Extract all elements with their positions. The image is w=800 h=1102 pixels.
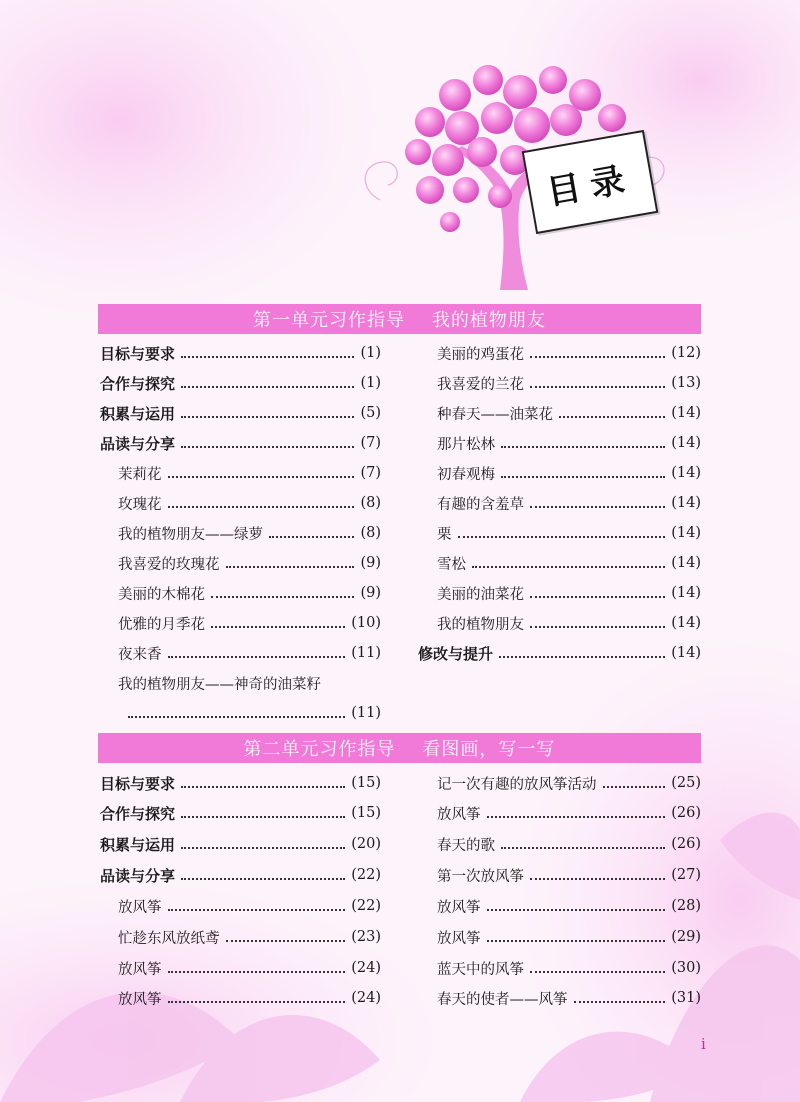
toc-entry[interactable]: 记一次有趣的放风筝活动 (25) (437, 775, 701, 793)
toc-entry[interactable]: 放风筝 (26) (437, 805, 701, 823)
dot-leader (168, 909, 346, 911)
toc-entry[interactable]: 优雅的月季花 (10) (118, 615, 381, 633)
dot-leader (487, 816, 666, 818)
toc-entry[interactable]: 有趣的含羞草 (14) (437, 495, 701, 513)
toc-entry[interactable]: 那片松林 (14) (437, 435, 701, 453)
dot-leader (181, 847, 345, 849)
dot-leader (226, 940, 346, 942)
dot-leader (181, 816, 345, 818)
toc-entry[interactable]: 积累与运用 (5) (100, 404, 381, 423)
toc-entry[interactable]: 雪松 (14) (437, 555, 701, 573)
toc-entry-wrapped[interactable]: 我的植物朋友——神奇的油菜籽 (118, 676, 321, 693)
dot-leader (458, 536, 666, 538)
toc-entry[interactable]: 我喜爱的玫瑰花 (9) (118, 555, 381, 573)
dot-leader (559, 416, 665, 418)
section-1-banner (98, 304, 701, 334)
toc-entry[interactable]: 美丽的鸡蛋花 (12) (437, 345, 701, 363)
dot-leader (211, 626, 345, 628)
toc-entry[interactable]: 玫瑰花 (8) (118, 495, 381, 513)
dot-leader (501, 446, 665, 448)
dot-leader (530, 596, 665, 598)
toc-entry[interactable]: 我的植物朋友——绿萝 (8) (118, 525, 381, 543)
dot-leader (530, 356, 665, 358)
toc-entry[interactable]: 初春观梅 (14) (437, 465, 701, 483)
toc-entry[interactable]: 品读与分享 (7) (100, 434, 381, 453)
dot-leader (181, 878, 345, 880)
section-2-banner (98, 733, 701, 763)
toc-entry[interactable]: 忙趁东风放纸鸢 (23) (118, 929, 381, 947)
toc-entry[interactable]: 栗 (14) (437, 525, 701, 543)
dot-leader (168, 506, 355, 508)
dot-leader (530, 626, 665, 628)
dot-leader (574, 1001, 666, 1003)
toc-entry[interactable]: 蓝天中的风筝 (30) (437, 960, 701, 978)
dot-leader (530, 971, 665, 973)
toc-entry[interactable]: 积累与运用 (20) (100, 835, 381, 854)
toc-entry[interactable]: 修改与提升 (14) (418, 644, 701, 663)
toc-entry-continuation[interactable]: (11) (128, 701, 381, 725)
toc-entry[interactable]: 放风筝 (22) (118, 898, 381, 916)
toc-entry[interactable]: 品读与分享 (22) (100, 866, 381, 885)
dot-leader (501, 847, 665, 849)
dot-leader (181, 416, 354, 418)
page-number: i (701, 1035, 706, 1053)
dot-leader (499, 656, 665, 658)
dot-leader (501, 476, 665, 478)
dot-leader (181, 446, 354, 448)
toc-entry[interactable]: 合作与探究 (1) (100, 374, 381, 393)
dot-leader (181, 386, 354, 388)
toc-entry[interactable]: 放风筝 (28) (437, 898, 701, 916)
toc-entry[interactable]: 夜来香 (11) (118, 645, 381, 663)
dot-leader (181, 786, 345, 788)
dot-leader (168, 1001, 346, 1003)
dot-leader (472, 566, 665, 568)
toc-title: 目录 (543, 158, 638, 213)
dot-leader (168, 476, 355, 478)
dot-leader (226, 566, 355, 568)
dot-leader (168, 656, 346, 658)
toc-entry[interactable]: 放风筝 (29) (437, 929, 701, 947)
dot-leader (530, 878, 665, 880)
toc-entry[interactable]: 第一次放风筝 (27) (437, 867, 701, 885)
dot-leader (168, 971, 346, 973)
toc-entry[interactable]: 春天的歌 (26) (437, 836, 701, 854)
toc-entry[interactable]: 放风筝 (24) (118, 960, 381, 978)
toc-entry[interactable]: 我喜爱的兰花 (13) (437, 375, 701, 393)
toc-entry[interactable]: 春天的使者——风筝 (31) (437, 990, 701, 1008)
dot-leader (181, 356, 354, 358)
toc-entry[interactable]: 我的植物朋友 (14) (437, 615, 701, 633)
toc-entry[interactable]: 茉莉花 (7) (118, 465, 381, 483)
dot-leader (487, 940, 666, 942)
toc-entry[interactable]: 目标与要求 (1) (100, 344, 381, 363)
section-1-banner-text: 第一单元习作指导 我的植物朋友 (253, 310, 546, 331)
toc-entry[interactable]: 放风筝 (24) (118, 990, 381, 1008)
dot-leader (603, 786, 666, 788)
dot-leader (128, 716, 345, 718)
toc-entry[interactable]: 美丽的油菜花 (14) (437, 585, 701, 603)
section-2-banner-text: 第二单元习作指导 看图画，写一写 (243, 739, 556, 760)
dot-leader (530, 506, 665, 508)
toc-entry[interactable]: 合作与探究 (15) (100, 804, 381, 823)
dot-leader (211, 596, 354, 598)
dot-leader (269, 536, 354, 538)
dot-leader (487, 909, 666, 911)
toc-entry[interactable]: 美丽的木棉花 (9) (118, 585, 381, 603)
toc-entry[interactable]: 种春天——油菜花 (14) (437, 405, 701, 423)
dot-leader (530, 386, 665, 388)
toc-entry[interactable]: 目标与要求 (15) (100, 774, 381, 793)
